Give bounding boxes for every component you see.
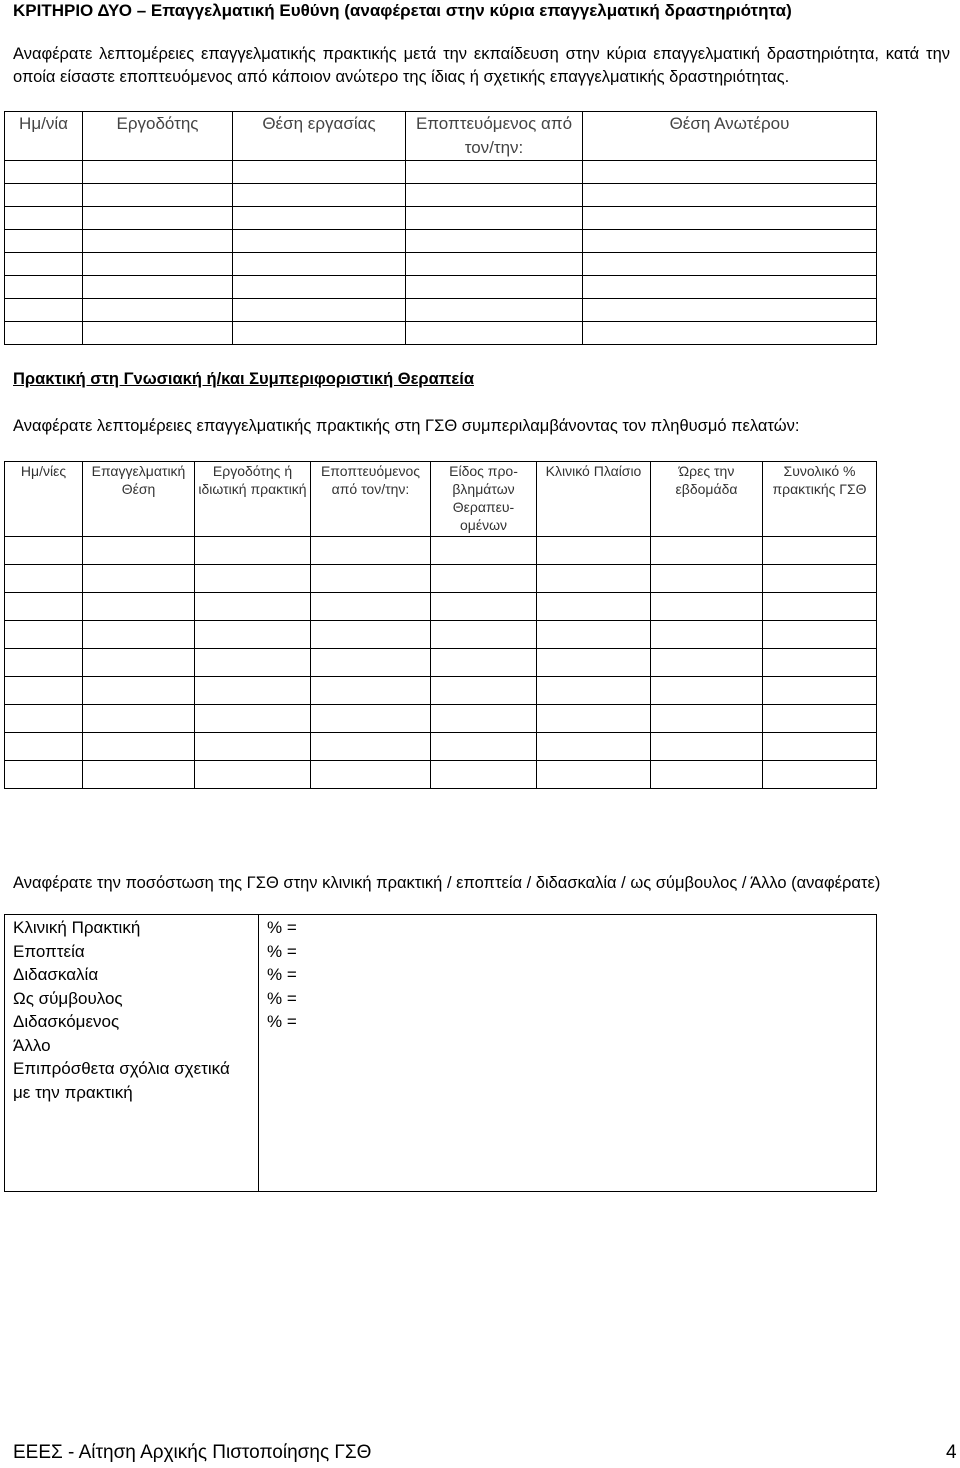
table-cell[interactable]: [406, 253, 583, 276]
table-cell[interactable]: [763, 677, 877, 705]
table-row: [5, 705, 877, 733]
percentage-value[interactable]: % =: [267, 918, 297, 937]
table-cell[interactable]: [233, 207, 406, 230]
table-cell[interactable]: [311, 593, 431, 621]
table-cell[interactable]: [83, 733, 195, 761]
table-row: [5, 322, 877, 345]
table-cell[interactable]: [83, 621, 195, 649]
table-cell[interactable]: [83, 565, 195, 593]
table-cell[interactable]: [537, 593, 651, 621]
table-cell[interactable]: [83, 184, 233, 207]
table-cell[interactable]: [537, 705, 651, 733]
column-header: Είδος προ-βλημάτων Θεραπευ-ομένων: [431, 462, 537, 537]
comments-label-line-1: Επιπρόσθετα σχόλια σχετικά: [13, 1059, 230, 1078]
table-cell[interactable]: [5, 276, 83, 299]
table-cell[interactable]: [583, 322, 877, 345]
table-row: [5, 276, 877, 299]
category-label: Διδασκόμενος: [13, 1012, 120, 1031]
table-cell[interactable]: [5, 537, 83, 565]
table-cell[interactable]: [431, 593, 537, 621]
table-cell[interactable]: [406, 184, 583, 207]
footer-title: ΕΕΕΣ - Αίτηση Αρχικής Πιστοποίησης ΓΣΘ: [13, 1442, 372, 1463]
table-cell[interactable]: [233, 253, 406, 276]
percentage-table: [4, 914, 877, 1192]
table-cell[interactable]: [537, 537, 651, 565]
table-cell[interactable]: [431, 565, 537, 593]
column-header: Κλινικό Πλαίσιο: [537, 462, 651, 537]
table-cell[interactable]: [233, 299, 406, 322]
table-cell[interactable]: [583, 230, 877, 253]
category-label: Κλινική Πρακτική: [13, 918, 141, 937]
table-row: [5, 761, 877, 789]
table-cell[interactable]: [583, 253, 877, 276]
table-cell[interactable]: [83, 649, 195, 677]
table-cell[interactable]: [431, 677, 537, 705]
table-cell[interactable]: [651, 649, 763, 677]
table-cell[interactable]: [5, 677, 83, 705]
table-cell[interactable]: [5, 161, 83, 184]
table-cell[interactable]: [651, 565, 763, 593]
table-cell[interactable]: [233, 276, 406, 299]
percentage-value[interactable]: % =: [267, 1012, 297, 1031]
column-header: Θέση εργασίας: [233, 112, 406, 161]
table-cell[interactable]: [83, 230, 233, 253]
table-row: [5, 915, 877, 1192]
table-cell[interactable]: [431, 649, 537, 677]
table-cell[interactable]: [195, 705, 311, 733]
intro-line-1: Αναφέρατε λεπτομέρειες επαγγελματικής πρακτικής μετά την εκπαίδευση στην κύρια επαγγελματική δραστηριότητα, κατά την: [13, 45, 950, 63]
table-cell[interactable]: [83, 761, 195, 789]
column-header: Ημ/νίες: [5, 462, 83, 537]
category-column: [5, 915, 259, 1192]
table-cell[interactable]: [233, 322, 406, 345]
table-cell[interactable]: [431, 705, 537, 733]
table-cell[interactable]: [406, 322, 583, 345]
table-cell[interactable]: [195, 565, 311, 593]
table-cell[interactable]: [195, 761, 311, 789]
table-cell[interactable]: [311, 649, 431, 677]
table-row: [5, 537, 877, 565]
column-header: Εργοδότης: [83, 112, 233, 161]
table-cell[interactable]: [537, 565, 651, 593]
table-cell[interactable]: [311, 621, 431, 649]
table-cell[interactable]: [83, 161, 233, 184]
table-cell[interactable]: [763, 705, 877, 733]
table-cell[interactable]: [406, 230, 583, 253]
table-row: [5, 565, 877, 593]
table-cell[interactable]: [83, 253, 233, 276]
table-cell[interactable]: [651, 705, 763, 733]
table-row: [5, 184, 877, 207]
page-number: 4: [946, 1442, 957, 1463]
table-row: [5, 207, 877, 230]
table-cell[interactable]: [83, 322, 233, 345]
table-cell[interactable]: [431, 537, 537, 565]
table-cell[interactable]: [233, 230, 406, 253]
intro-line-2: οποία είσαστε εποπτευόμενος από κάποιον ανώτερο της ίδιας ή σχετικής επαγγελματικής δραστηριότητας.: [13, 68, 790, 86]
table-cell[interactable]: [5, 230, 83, 253]
table-cell[interactable]: [406, 161, 583, 184]
table-cell[interactable]: [651, 593, 763, 621]
table-cell[interactable]: [651, 677, 763, 705]
table-row: [5, 677, 877, 705]
table-row: [5, 733, 877, 761]
table-row: [5, 253, 877, 276]
cbt-practice-table: [4, 461, 877, 789]
percentage-value[interactable]: % =: [267, 988, 297, 1008]
column-header: Επαγγελματική Θέση: [83, 462, 195, 537]
table-cell[interactable]: [5, 733, 83, 761]
table-cell[interactable]: [5, 253, 83, 276]
table-cell[interactable]: [537, 649, 651, 677]
table-cell[interactable]: [5, 565, 83, 593]
table-cell[interactable]: [5, 761, 83, 789]
table-cell[interactable]: [195, 733, 311, 761]
table-cell[interactable]: [651, 761, 763, 789]
table-cell[interactable]: [5, 705, 83, 733]
percentage-value[interactable]: % =: [267, 965, 297, 984]
category-label: Διδασκαλία: [13, 965, 99, 984]
table-cell[interactable]: [431, 733, 537, 761]
table-cell[interactable]: [311, 565, 431, 593]
table-cell[interactable]: [583, 276, 877, 299]
table-cell[interactable]: [763, 733, 877, 761]
table-cell[interactable]: [5, 322, 83, 345]
table-cell[interactable]: [406, 299, 583, 322]
table-cell[interactable]: [195, 621, 311, 649]
category-label: Άλλο: [13, 1035, 51, 1055]
table-cell[interactable]: [311, 537, 431, 565]
table-cell[interactable]: [583, 299, 877, 322]
table-cell[interactable]: [5, 649, 83, 677]
column-header: Εποπτευόμενος από τον/την:: [311, 462, 431, 537]
comments-label-line-2: με την πρακτική: [13, 1082, 133, 1102]
table-cell[interactable]: [537, 733, 651, 761]
section-instruction: Αναφέρατε την ποσόστωση της ΓΣΘ στην κλινική πρακτική / εποπτεία / διδασκαλία / ως σύμβουλος / Άλλο (αναφέρατε): [13, 874, 881, 892]
table-cell[interactable]: [431, 761, 537, 789]
table-cell[interactable]: [583, 184, 877, 207]
table-cell[interactable]: [311, 761, 431, 789]
page-heading: ΚΡΙΤΗΡΙΟ ΔΥΟ – Επαγγελματική Ευθύνη (αναφέρεται στην κύρια επαγγελματική δραστηριότητα): [13, 1, 792, 20]
table-cell[interactable]: [83, 677, 195, 705]
other-value[interactable]: [267, 1034, 876, 1058]
table-row: [5, 621, 877, 649]
table-cell[interactable]: [5, 184, 83, 207]
table-cell[interactable]: [195, 677, 311, 705]
table-cell[interactable]: [406, 207, 583, 230]
table-cell[interactable]: [233, 184, 406, 207]
table-cell[interactable]: [763, 649, 877, 677]
table-header-row: [5, 462, 877, 537]
table-row: [5, 230, 877, 253]
table-cell[interactable]: [763, 593, 877, 621]
table-cell[interactable]: [311, 733, 431, 761]
table-cell[interactable]: [537, 621, 651, 649]
table-row: [5, 299, 877, 322]
column-header: Ώρες την εβδομάδα: [651, 462, 763, 537]
table-cell[interactable]: [195, 649, 311, 677]
table-cell[interactable]: [83, 207, 233, 230]
table-cell[interactable]: [5, 621, 83, 649]
section-title: Πρακτική στη Γνωσιακή ή/και Συμπεριφοριστική Θεραπεία: [13, 370, 474, 388]
category-label: Ως σύμβουλος: [13, 988, 123, 1008]
column-header: Θέση Ανωτέρου: [583, 112, 877, 161]
table-cell[interactable]: [83, 276, 233, 299]
supervised-practice-table: [4, 111, 877, 345]
table-cell[interactable]: [5, 207, 83, 230]
table-cell[interactable]: [763, 621, 877, 649]
table-cell[interactable]: [763, 761, 877, 789]
table-cell[interactable]: [83, 593, 195, 621]
table-cell[interactable]: [5, 299, 83, 322]
column-header: Εργοδότης ή ιδιωτική πρακτική: [195, 462, 311, 537]
section-instruction: Αναφέρατε λεπτομέρειες επαγγελματικής πρακτικής στη ΓΣΘ συμπεριλαμβάνοντας τον πληθυσμό πελατών:: [13, 417, 800, 435]
column-header: Ημ/νία: [5, 112, 83, 161]
table-row: [5, 161, 877, 184]
table-cell[interactable]: [311, 705, 431, 733]
table-cell[interactable]: [406, 276, 583, 299]
intro-paragraph: [13, 43, 950, 89]
table-row: [5, 649, 877, 677]
column-header: Εποπτευόμενος από τον/την:: [406, 112, 583, 161]
column-header: Συνολικό % πρακτικής ΓΣΘ: [763, 462, 877, 537]
percentage-column[interactable]: [259, 915, 877, 1192]
table-cell[interactable]: [195, 593, 311, 621]
table-cell[interactable]: [763, 537, 877, 565]
category-label: Εποπτεία: [13, 941, 85, 961]
table-cell[interactable]: [537, 761, 651, 789]
table-cell[interactable]: [195, 537, 311, 565]
table-cell[interactable]: [233, 161, 406, 184]
table-cell[interactable]: [651, 621, 763, 649]
table-cell[interactable]: [83, 299, 233, 322]
table-cell[interactable]: [83, 705, 195, 733]
table-header-row: [5, 112, 877, 161]
table-cell[interactable]: [583, 207, 877, 230]
table-cell[interactable]: [651, 537, 763, 565]
table-row: [5, 593, 877, 621]
table-cell[interactable]: [83, 537, 195, 565]
table-cell[interactable]: [651, 733, 763, 761]
table-cell[interactable]: [537, 677, 651, 705]
table-cell[interactable]: [583, 161, 877, 184]
table-cell[interactable]: [763, 565, 877, 593]
percentage-value[interactable]: % =: [267, 941, 297, 961]
table-cell[interactable]: [311, 677, 431, 705]
table-cell[interactable]: [431, 621, 537, 649]
table-cell[interactable]: [5, 593, 83, 621]
